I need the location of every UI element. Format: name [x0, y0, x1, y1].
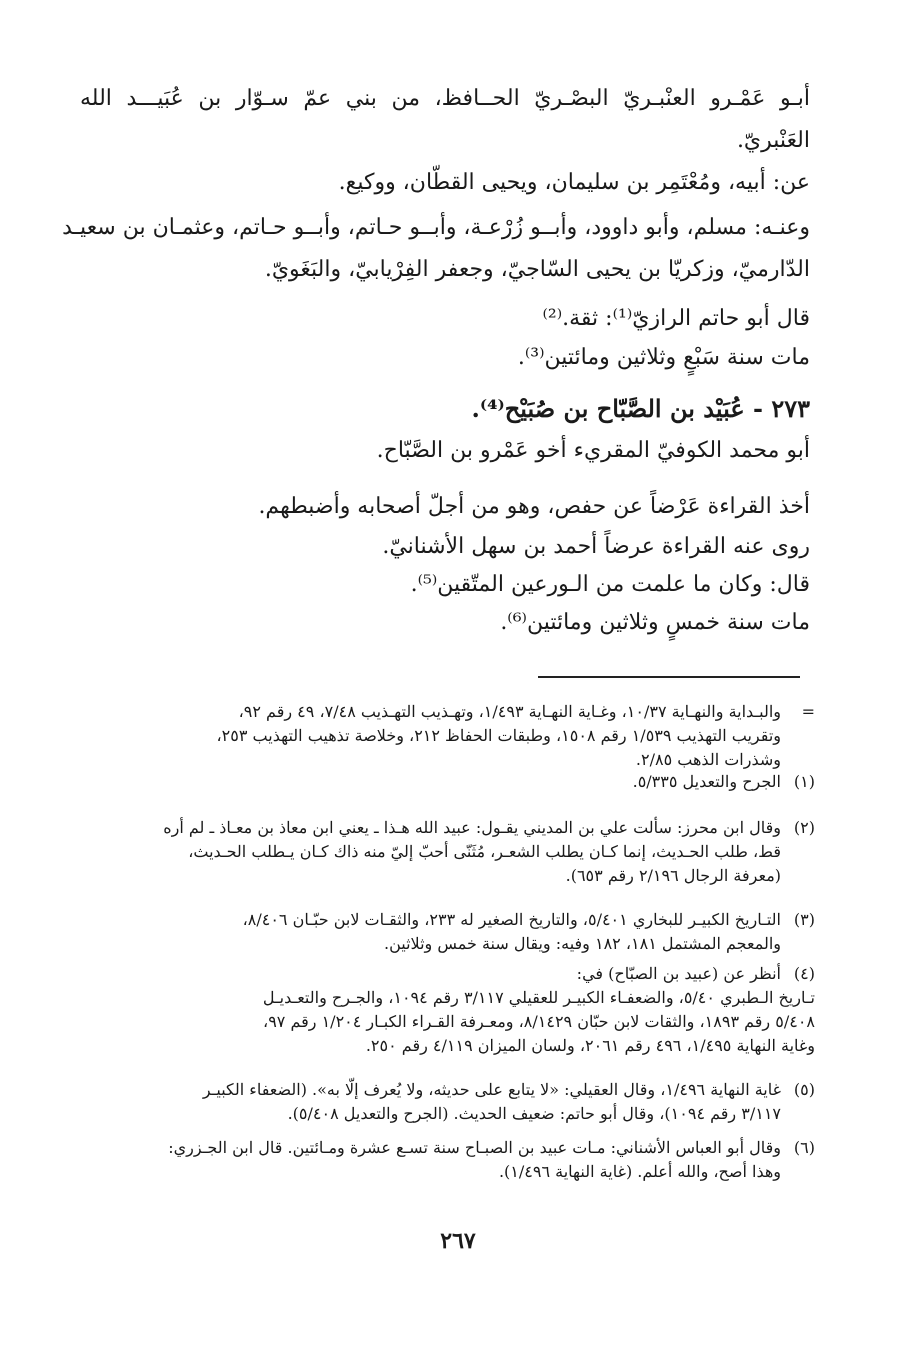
footnote-line: وشذرات الذهب ٢/٨٥.: [635, 750, 781, 769]
footnote-marker: (٤): [793, 964, 815, 983]
text-line: مات سنة سَبْعٍ وثلاثين ومائتين⁽³⁾.: [517, 345, 810, 370]
footnote-line: تـاريخ الـطبري ٥/٤٠، والضعفـاء الكبيـر للعقيلي ٣/١١٧ رقم ١٠٩٤، والجـرح والتعـديـل: [262, 988, 815, 1007]
footnote-line: وهذا أصح، والله أعلم. (غاية النهاية ١/٤٩٦).: [498, 1162, 781, 1181]
footnote-5: [80, 1078, 815, 1126]
footnote-4: [80, 962, 815, 1058]
page-number: ٢٦٧: [440, 1228, 476, 1254]
footnote-line: التـاريخ الكبيـر للبخاري ٥/٤٠١، والتاريخ الصغير له ٢٣٣، والثقـات لابن حبّـان ٨/٤٠٦،: [242, 910, 781, 929]
text-line: وعنـه: مسلم، وأبو داوود، وأبــو زُرْعـة، وأبــو حـاتم، وأبــو حـاتم، وعثمـان بن سعيـد: [62, 215, 810, 240]
footnote-6: [80, 1136, 815, 1184]
footnote-line: والمعجم المشتمل ١٨١، ١٨٢ وفيه: ويقال سنة خمس وثلاثين.: [383, 934, 781, 953]
text-line: أبـو عَمْـرو العنْبـريّ البصْـريّ الحــافظ، من بني عمّ سـوّار بن عُبَيـــد الله: [80, 86, 810, 111]
footnote-2: [80, 816, 815, 888]
text-line: أخذ القراءة عَرْضاً عن حفص، وهو من أجلّ أصحابه وأضبطهم.: [258, 494, 810, 519]
footnote-line: وغاية النهاية ١/٤٩٥، ٤٩٦ رقم ٢٠٦١، ولسان الميزان ٤/١١٩ رقم ٢٥٠.: [365, 1036, 815, 1055]
footnote-separator: [538, 676, 800, 678]
footnote-line: ٣/١١٧ رقم ١٠٩٤)، وقال أبو حاتم: ضعيف الحديث. (الجرح والتعديل ٥/٤٠٨).: [287, 1104, 781, 1123]
text-line: قال: وكان ما علمت من الـورعين المتّقين⁽⁵⁾.: [410, 572, 810, 597]
footnote-marker: (١): [793, 772, 815, 791]
entry-heading: ٢٧٣ - عُبَيْد بن الصَّبّاح بن صُبَيْح⁽⁴⁾.: [471, 394, 810, 423]
footnote-line: وقال ابن محرز: سألت علي بن المديني يقـول: عبيد الله هـذا ـ يعني ابن معاذ بن معـاذ ـ لم أره: [163, 818, 781, 837]
footnote-marker: (٥): [793, 1080, 815, 1099]
footnote-line: الجرح والتعديل ٥/٣٣٥.: [632, 772, 781, 791]
text-line: عن: أبيه، ومُعْتَمِر بن سليمان، ويحيى القطّان، ووكيع.: [338, 170, 810, 195]
footnote-continued: [80, 700, 815, 772]
text-line: روى عنه القراءة عرضاً أحمد بن سهل الأشنانيّ.: [382, 534, 810, 559]
footnote-marker: (٢): [793, 818, 815, 837]
text-line: قال أبو حاتم الرازيّ⁽¹⁾: ثقة.⁽²⁾: [542, 306, 810, 331]
footnote-line: والبـداية والنهـاية ١٠/٣٧، وغـاية النهـاية ١/٤٩٣، وتهـذيب التهـذيب ٧/٤٨، ٤٩ رقم ٩٢،: [238, 702, 781, 721]
footnote-line: (معرفة الرجال ٢/١٩٦ رقم ٦٥٣).: [565, 866, 781, 885]
text-line: مات سنة خمسٍ وثلاثين ومائتين⁽⁶⁾.: [500, 610, 810, 635]
footnote-marker: (٦): [793, 1138, 815, 1157]
footnote-line: ٥/٤٠٨ رقم ١٨٩٣، والثقات لابن حبّان ٨/١٤٢٩، ومعـرفة القـراء الكبـار ١/٢٠٤ رقم ٩٧،: [263, 1012, 815, 1031]
footnote-marker: =: [801, 702, 815, 721]
footnote-line: غاية النهاية ١/٤٩٦، وقال العقيلي: «لا يتابع على حديثه، ولا يُعرف إلّا به». (الضعفاء الكبيـر: [202, 1080, 781, 1099]
footnote-line: أنظر عن (عبيد بن الصبّاح) في:: [576, 964, 781, 983]
footnote-1: [80, 770, 815, 794]
footnote-line: وقال أبو العباس الأشناني: مـات عبيد بن الصبـاح سنة تسـع عشرة ومـائتين. قال ابن الجـزري:: [168, 1138, 781, 1157]
text-line: أبو محمد الكوفيّ المقريء أخو عَمْرو بن الصَّبّاح.: [376, 438, 810, 463]
footnote-3: [80, 908, 815, 956]
footnote-line: قط، طلب الحـديث، إنما كـان يطلب الشعـر، مُثَنّى أحبّ إليّ منه ذاك كـان يـطلب الحـديث،: [188, 842, 781, 861]
footnote-marker: (٣): [793, 910, 815, 929]
text-line: العَنْبريّ.: [736, 128, 810, 153]
text-line: الدّارميّ، وزكريّا بن يحيى السّاجيّ، وجعفر الفِرْيابيّ، والبَغَويّ.: [264, 257, 810, 282]
footnote-line: وتقريب التهذيب ١/٥٣٩ رقم ١٥٠٨، وطبقات الحفاظ ٢١٢، وخلاصة تذهيب التهذيب ٢٥٣،: [216, 726, 781, 745]
